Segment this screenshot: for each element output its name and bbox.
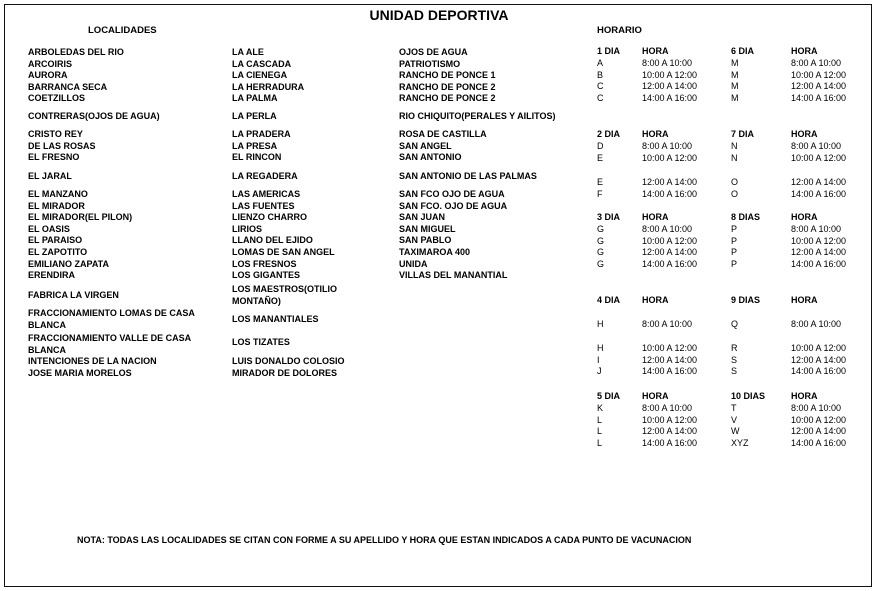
- locality-item: LLANO DEL EJIDO: [232, 235, 313, 246]
- schedule-header-cell: HORA: [791, 391, 818, 401]
- schedule-header-cell: HORA: [642, 391, 669, 401]
- schedule-cell: 14:00 A 16:00: [642, 366, 698, 377]
- schedule-cell: 10:00 A 12:00: [642, 414, 698, 425]
- schedule-cell: 8:00 A 10:00: [642, 319, 693, 329]
- schedule-cell: 10:00 A 12:00: [791, 69, 847, 80]
- schedule-header-cell: HORA: [791, 295, 818, 305]
- localidades-header: LOCALIDADES: [88, 25, 157, 36]
- locality-item: LA PRADERA: [232, 129, 291, 139]
- locality-item: LA REGADERA: [232, 171, 298, 181]
- schedule-cell: E: [597, 152, 604, 163]
- locality-item: RANCHO DE PONCE 2: [399, 93, 496, 104]
- schedule-cell: T: [731, 403, 737, 413]
- schedule-cell: 12:00 A 14:00: [642, 354, 698, 365]
- locality-item: RIO CHIQUITO(PERALES Y AILITOS): [399, 111, 556, 121]
- schedule-cell: 12:00 A 14:00: [642, 247, 698, 258]
- schedule-cell: 8:00 A 10:00: [791, 58, 842, 68]
- locality-item: EL JARAL: [28, 171, 72, 181]
- schedule-cell: 8:00 A 10:00: [642, 141, 693, 151]
- locality-item: RANCHO DE PONCE 1: [399, 70, 496, 81]
- locality-item: LOS MAESTROS(OTILIO: [232, 284, 337, 294]
- schedule-cell: 8:00 A 10:00: [642, 224, 693, 234]
- locality-item: PATRIOTISMO: [399, 58, 461, 69]
- schedule-cell: 14:00 A 16:00: [791, 366, 847, 377]
- schedule-cell: N: [731, 141, 738, 151]
- schedule-cell: M: [731, 69, 739, 80]
- schedule-header-cell: HORA: [791, 46, 818, 56]
- locality-item: UNIDA: [399, 258, 428, 269]
- locality-item: LAS FUENTES: [232, 200, 295, 211]
- locality-item: EL MIRADOR(EL PILON): [28, 212, 133, 223]
- locality-item: SAN PABLO: [399, 235, 452, 246]
- schedule-cell: F: [597, 189, 603, 199]
- schedule-cell: 12:00 A 14:00: [791, 247, 847, 258]
- schedule-cell: S: [731, 366, 738, 377]
- schedule-header-cell: 4 DIA: [597, 295, 621, 305]
- schedule-cell: 14:00 A 16:00: [791, 92, 847, 103]
- schedule-cell: O: [731, 177, 739, 187]
- schedule-cell: 14:00 A 16:00: [642, 189, 698, 199]
- locality-item: SAN FCO. OJO DE AGUA: [399, 200, 508, 211]
- locality-item: SAN ANTONIO DE LAS PALMAS: [399, 171, 537, 181]
- locality-item: EL MIRADOR: [28, 200, 85, 211]
- schedule-cell: 12:00 A 14:00: [791, 81, 847, 92]
- locality-item: LA ALE: [232, 47, 264, 57]
- locality-item: CRISTO REY: [28, 129, 83, 139]
- schedule-cell: 14:00 A 16:00: [642, 437, 698, 448]
- schedule-cell: 14:00 A 16:00: [791, 258, 847, 269]
- schedule-cell: W: [731, 426, 740, 437]
- locality-item: LAS AMERICAS: [232, 189, 301, 199]
- locality-item: FABRICA LA VIRGEN: [28, 290, 119, 300]
- locality-item: BARRANCA SECA: [28, 81, 108, 92]
- schedule-cell: L: [597, 437, 603, 448]
- locality-item: BLANCA: [28, 319, 66, 330]
- schedule-cell: M: [731, 92, 739, 103]
- schedule-header-cell: 10 DIAS: [731, 391, 766, 401]
- locality-item: VILLAS DEL MANANTIAL: [399, 270, 508, 281]
- schedule-cell: O: [731, 189, 739, 199]
- schedule-cell: 8:00 A 10:00: [791, 319, 842, 329]
- locality-item: LOS TIZATES: [232, 337, 290, 347]
- locality-item: LIENZO CHARRO: [232, 212, 307, 223]
- schedule-cell: N: [731, 152, 738, 163]
- locality-item: LA CASCADA: [232, 58, 292, 69]
- locality-item: LA PRESA: [232, 140, 278, 151]
- schedule-cell: P: [731, 258, 738, 269]
- locality-item: MIRADOR DE DOLORES: [232, 367, 338, 378]
- schedule-cell: 12:00 A 14:00: [791, 354, 847, 365]
- locality-item: LOS GIGANTES: [232, 270, 301, 281]
- schedule-cell: C: [597, 81, 604, 92]
- locality-item: LUIS DONALDO COLOSIO: [232, 356, 345, 366]
- schedule-header-cell: 6 DIA: [731, 46, 755, 56]
- schedule-cell: E: [597, 177, 604, 187]
- locality-item: MONTAÑO): [232, 295, 281, 306]
- schedule-header-cell: 1 DIA: [597, 46, 621, 56]
- locality-item: LIRIOS: [232, 223, 263, 234]
- schedule-cell: 10:00 A 12:00: [791, 152, 847, 163]
- locality-item: SAN MIGUEL: [399, 223, 456, 234]
- schedule-header-cell: HORA: [642, 295, 669, 305]
- schedule-header-cell: 3 DIA: [597, 212, 621, 222]
- locality-item: ARCOIRIS: [28, 58, 73, 69]
- schedule-cell: H: [597, 343, 604, 353]
- locality-item: FRACCIONAMIENTO LOMAS DE CASA: [28, 308, 195, 318]
- locality-item: ERENDIRA: [28, 270, 76, 281]
- schedule-cell: 8:00 A 10:00: [791, 403, 842, 413]
- schedule-cell: 12:00 A 14:00: [791, 426, 847, 437]
- locality-item: EL OASIS: [28, 223, 70, 234]
- schedule-cell: 8:00 A 10:00: [791, 141, 842, 151]
- locality-item: OJOS DE AGUA: [399, 47, 468, 57]
- schedule-cell: P: [731, 247, 738, 258]
- locality-item: EL RINCON: [232, 152, 282, 163]
- schedule-cell: 10:00 A 12:00: [642, 343, 698, 353]
- locality-item: EL MANZANO: [28, 189, 88, 199]
- locality-item: CONTRERAS(OJOS DE AGUA): [28, 111, 160, 121]
- locality-item: AURORA: [28, 70, 68, 81]
- locality-item: DE LAS ROSAS: [28, 140, 96, 151]
- schedule-cell: H: [597, 319, 604, 329]
- schedule-header-cell: HORA: [791, 212, 818, 222]
- schedule-header-cell: 2 DIA: [597, 129, 621, 139]
- schedule-cell: 8:00 A 10:00: [791, 224, 842, 234]
- schedule-cell: P: [731, 235, 738, 246]
- schedule-header-cell: HORA: [642, 129, 669, 139]
- schedule-cell: I: [597, 354, 600, 365]
- schedule-cell: 14:00 A 16:00: [791, 437, 847, 448]
- locality-item: FRACCIONAMIENTO VALLE DE CASA: [28, 333, 192, 343]
- schedule-cell: C: [597, 92, 604, 103]
- schedule-cell: 10:00 A 12:00: [791, 343, 847, 353]
- schedule-cell: 12:00 A 14:00: [642, 81, 698, 92]
- page-title: UNIDAD DEPORTIVA: [369, 7, 509, 23]
- schedule-cell: R: [731, 343, 738, 353]
- schedule-cell: G: [597, 224, 605, 234]
- locality-item: COETZILLOS: [28, 93, 85, 104]
- locality-item: LOS MANANTIALES: [232, 314, 319, 324]
- schedule-cell: M: [731, 81, 739, 92]
- schedule-header-cell: HORA: [642, 212, 669, 222]
- locality-item: RANCHO DE PONCE 2: [399, 81, 496, 92]
- schedule-cell: 14:00 A 16:00: [791, 189, 847, 199]
- locality-item: LA PALMA: [232, 93, 278, 104]
- schedule-cell: G: [597, 235, 605, 246]
- locality-item: LOMAS DE SAN ANGEL: [232, 247, 335, 257]
- schedule-cell: 8:00 A 10:00: [642, 58, 693, 68]
- locality-item: SAN FCO OJO DE AGUA: [399, 189, 505, 199]
- schedule-cell: 14:00 A 16:00: [642, 258, 698, 269]
- schedule-cell: 12:00 A 14:00: [642, 426, 698, 437]
- schedule-cell: L: [597, 414, 603, 425]
- schedule-cell: 10:00 A 12:00: [791, 414, 847, 425]
- schedule-header-cell: 9 DIAS: [731, 295, 761, 305]
- schedule-header-cell: 8 DIAS: [731, 212, 761, 222]
- schedule-header-cell: 5 DIA: [597, 391, 621, 401]
- schedule-cell: 12:00 A 14:00: [642, 177, 698, 187]
- locality-item: EL PARAISO: [28, 235, 83, 246]
- schedule-header-cell: HORA: [791, 129, 818, 139]
- schedule-cell: 10:00 A 12:00: [642, 152, 698, 163]
- schedule-cell: J: [597, 366, 602, 377]
- locality-item: LOS FRESNOS: [232, 258, 297, 269]
- locality-item: LA HERRADURA: [232, 81, 305, 92]
- locality-item: JOSE MARIA MORELOS: [28, 367, 132, 378]
- locality-item: LA PERLA: [232, 111, 277, 121]
- schedule-cell: 8:00 A 10:00: [642, 403, 693, 413]
- schedule-header-cell: HORA: [642, 46, 669, 56]
- schedule-header-cell: 7 DIA: [731, 129, 755, 139]
- locality-item: BLANCA: [28, 344, 66, 355]
- schedule-cell: V: [731, 414, 738, 425]
- schedule-cell: Q: [731, 319, 739, 329]
- schedule-cell: G: [597, 258, 605, 269]
- schedule-cell: 10:00 A 12:00: [642, 69, 698, 80]
- schedule-cell: P: [731, 224, 738, 234]
- schedule-cell: B: [597, 69, 604, 80]
- locality-item: ROSA DE CASTILLA: [399, 129, 487, 139]
- schedule-cell: K: [597, 403, 604, 413]
- schedule-cell: S: [731, 354, 738, 365]
- schedule-cell: 14:00 A 16:00: [642, 92, 698, 103]
- schedule-cell: G: [597, 247, 605, 258]
- locality-item: SAN ANTONIO: [399, 152, 462, 163]
- schedule-cell: XYZ: [731, 437, 749, 448]
- schedule-cell: M: [731, 58, 739, 68]
- locality-item: SAN JUAN: [399, 212, 446, 223]
- locality-item: INTENCIONES DE LA NACION: [28, 356, 157, 366]
- schedule-cell: A: [597, 58, 604, 68]
- locality-item: EL FRESNO: [28, 152, 80, 163]
- schedule-cell: 10:00 A 12:00: [791, 235, 847, 246]
- horario-header: HORARIO: [597, 25, 642, 36]
- schedule-cell: 10:00 A 12:00: [642, 235, 698, 246]
- locality-item: LA CIENEGA: [232, 70, 288, 81]
- schedule-cell: D: [597, 141, 604, 151]
- nota-text: NOTA: TODAS LAS LOCALIDADES SE CITAN CON FORME A SU APELLIDO Y HORA QUE ESTAN INDICADOS A CADA PUNTO DE VACUNACION: [77, 535, 692, 545]
- schedule-cell: L: [597, 426, 603, 437]
- locality-item: ARBOLEDAS DEL RIO: [28, 47, 124, 57]
- locality-item: SAN ANGEL: [399, 140, 452, 151]
- locality-item: TAXIMAROA 400: [399, 247, 471, 257]
- locality-item: EMILIANO ZAPATA: [28, 258, 109, 269]
- locality-item: EL ZAPOTITO: [28, 247, 88, 257]
- schedule-cell: 12:00 A 14:00: [791, 177, 847, 187]
